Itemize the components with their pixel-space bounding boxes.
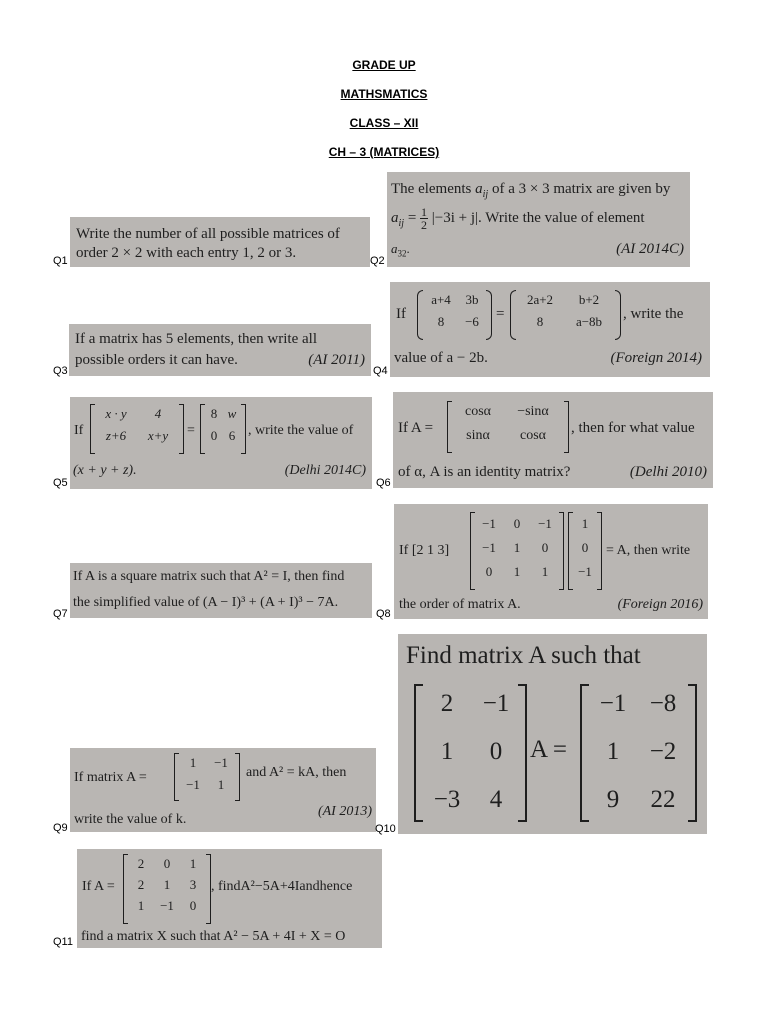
q2-fraction — [420, 206, 428, 231]
q10-clip — [398, 634, 707, 834]
q4-source: (Foreign 2014) — [610, 350, 702, 366]
q7-line2: the simplified value of (A − I)³ + (A + I)³ − 7A. — [73, 595, 339, 610]
q5-m2-right-bracket — [241, 404, 246, 454]
q2-clip — [387, 172, 690, 267]
q2-line1 — [391, 181, 670, 200]
q11-m1-cell: 2 — [137, 877, 145, 892]
chapter-title: CH – 3 (MATRICES) — [328, 145, 440, 159]
q9-label: Q9 — [53, 822, 68, 834]
q8-m1-cell: −1 — [538, 516, 552, 531]
q11-clip — [77, 849, 382, 948]
q4-tail: , write the — [623, 306, 684, 322]
q9-m1-cell: 1 — [217, 777, 225, 792]
q6-m1-left-bracket — [447, 401, 452, 453]
q7-label: Q7 — [53, 608, 68, 620]
q2-line1-a: The elements — [391, 181, 476, 197]
q5-eq: = — [187, 423, 195, 438]
q5-source: (Delhi 2014C) — [284, 463, 366, 478]
q2-frac-num: 1 — [421, 205, 428, 219]
q4-m2-cell: 2a+2 — [526, 292, 554, 307]
q3-source: (AI 2011) — [308, 352, 365, 368]
q2-elem-sub: 32 — [397, 248, 407, 259]
q1-clip — [70, 217, 370, 267]
q8-label: Q8 — [376, 608, 391, 620]
q3-line1: If a matrix has 5 elements, then write all — [75, 331, 317, 347]
q8-m2-cell: 0 — [581, 540, 589, 555]
q6-m1-cell: sinα — [466, 428, 490, 443]
q4-m1-cell: a+4 — [431, 292, 451, 307]
q5-m1-cell: x · y — [105, 406, 127, 421]
q4-m2-cell: 8 — [536, 314, 544, 329]
q10-m2-cell: 9 — [606, 786, 620, 813]
q9-m1-cell: −1 — [214, 755, 228, 770]
q10-mid: A = — [530, 736, 568, 763]
q9-m1-cell: 1 — [189, 755, 197, 770]
q5-tail: , write the value of — [248, 423, 354, 438]
q6-m1-cell: −sinα — [517, 404, 549, 419]
doc-title: GRADE UP — [352, 58, 416, 72]
q11-m1-cell: 3 — [189, 877, 197, 892]
q11-m1-cell: 1 — [163, 877, 171, 892]
q10-matrix2 — [589, 690, 689, 814]
q10-m2-cell: −2 — [649, 738, 677, 765]
q6-line2: of α, A is an identity matrix? — [398, 464, 571, 480]
q6-m1-cell: cosα — [465, 404, 491, 419]
q2-aij-sub: ij — [482, 189, 489, 200]
q9-if: If matrix A = — [74, 770, 147, 785]
q2-line1-b: of a 3 × 3 matrix are given by — [488, 181, 671, 197]
q10-m2-cell: 1 — [606, 738, 620, 765]
q8-m1-cell: −1 — [482, 540, 496, 555]
q2-line3 — [391, 241, 410, 259]
q8-m1-cell: 0 — [513, 516, 521, 531]
q8-line2: the order of matrix A. — [399, 597, 521, 612]
q7-clip — [70, 563, 372, 618]
q2-source: (AI 2014C) — [616, 241, 684, 257]
q5-m2-cell: 8 — [210, 406, 218, 421]
q2-frac-den: 2 — [421, 218, 428, 232]
q3-clip — [69, 324, 371, 376]
q6-if: If A = — [398, 420, 434, 436]
q10-m1-cell: −3 — [433, 786, 461, 813]
q8-m1-cell: 0 — [541, 540, 549, 555]
q5-matrix1 — [95, 406, 179, 444]
class-title: CLASS – XII — [349, 116, 419, 130]
q6-m1-right-bracket — [564, 401, 569, 453]
q5-m1-cell: x+y — [147, 428, 169, 443]
q8-if: If [2 1 3] — [399, 543, 450, 558]
q2-formula-rest: |−3i + j|. Write the value of element — [431, 209, 645, 226]
q10-m2-cell: 22 — [650, 786, 676, 813]
q10-m2-cell: −8 — [649, 690, 677, 717]
q1-line1: Write the number of all possible matrices of — [76, 226, 340, 242]
q6-clip — [393, 392, 713, 488]
q9-source: (AI 2013) — [317, 804, 372, 819]
q8-m2-cell: 1 — [581, 516, 589, 531]
q4-m1-right-paren — [486, 290, 492, 340]
q4-eq: = — [496, 306, 505, 322]
q2-formula-eq: = — [407, 209, 417, 226]
q11-m1-cell: 0 — [163, 856, 171, 871]
q2-formula-sub: ij — [398, 217, 405, 229]
q8-matrix2 — [573, 516, 597, 580]
q10-m1-cell: 2 — [440, 690, 454, 717]
q5-line2: (x + y + z). — [73, 463, 137, 478]
q6-matrix — [453, 404, 563, 444]
q10-m1-cell: −1 — [482, 690, 510, 717]
q4-m2-cell: b+2 — [578, 292, 600, 307]
q4-m1-cell: 3b — [465, 292, 479, 307]
q2-line2 — [391, 206, 645, 231]
q9-tail: and A² = kA, then — [246, 765, 347, 780]
q6-source: (Delhi 2010) — [629, 464, 707, 480]
q10-m2-right-bracket — [688, 684, 697, 822]
subject-title: MATHSMATICS — [340, 87, 428, 101]
q4-label: Q4 — [373, 365, 388, 377]
q10-line1: Find matrix A such that — [406, 642, 641, 669]
q10-matrix1 — [423, 690, 521, 814]
q2-elem: a — [391, 241, 398, 256]
q1-line2: order 2 × 2 with each entry 1, 2 or 3. — [76, 245, 297, 261]
q6-tail: , then for what value — [571, 420, 695, 436]
q6-label: Q6 — [376, 477, 391, 489]
q5-matrix2 — [205, 406, 241, 444]
q10-m1-cell: 0 — [489, 738, 503, 765]
q11-label: Q11 — [53, 936, 73, 948]
q11-m1-cell: −1 — [160, 898, 174, 913]
q3-line2: possible orders it can have. — [75, 352, 238, 368]
q4-m2-right-paren — [615, 290, 621, 340]
q11-m1-cell: 1 — [189, 856, 197, 871]
q4-matrix2 — [516, 292, 614, 330]
q5-clip — [70, 397, 372, 489]
q9-m1-cell: −1 — [186, 777, 200, 792]
q8-clip — [394, 504, 708, 619]
q5-if: If — [74, 423, 84, 438]
q8-m2-cell: −1 — [578, 564, 592, 579]
q5-label: Q5 — [53, 477, 68, 489]
q4-line2: value of a − 2b. — [394, 350, 488, 366]
q11-tail: , findA²−5A+4Iandhence — [211, 879, 353, 894]
q10-m1-right-bracket — [518, 684, 527, 822]
q10-m1-cell: 4 — [489, 786, 503, 813]
q5-m1-cell: 4 — [154, 406, 162, 421]
q10-m2-cell: −1 — [599, 690, 627, 717]
q1-label: Q1 — [53, 255, 68, 267]
q4-m2-cell: a−8b — [575, 314, 603, 329]
q8-matrix1 — [475, 516, 559, 580]
q4-if: If — [396, 306, 406, 322]
q11-line2: find a matrix X such that A² − 5A + 4I + X = O — [81, 929, 346, 944]
q11-m1-cell: 0 — [189, 898, 197, 913]
q9-matrix — [179, 755, 235, 793]
q7-line1: If A is a square matrix such that A² = I, then find — [73, 569, 345, 584]
q10-m1-left-bracket — [414, 684, 423, 822]
q4-m1-cell: −6 — [465, 314, 479, 329]
q10-m1-cell: 1 — [440, 738, 454, 765]
q6-m1-cell: cosα — [520, 428, 546, 443]
q11-m1-cell: 1 — [137, 898, 145, 913]
q10-m2-left-bracket — [580, 684, 589, 822]
q8-m1-cell: 1 — [541, 564, 549, 579]
q9-line2: write the value of k. — [74, 812, 187, 827]
q5-m2-cell: w — [227, 406, 237, 421]
q5-m1-cell: z+6 — [105, 428, 127, 443]
q4-m1-cell: 8 — [437, 314, 445, 329]
q5-m2-cell: 6 — [228, 428, 236, 443]
q8-m1-cell: 1 — [513, 540, 521, 555]
q2-formula-lhs: a — [391, 209, 399, 226]
q2-label: Q2 — [370, 255, 385, 267]
q8-m2-right-bracket — [597, 512, 602, 590]
q8-tail: = A, then write — [606, 543, 691, 558]
q10-label: Q10 — [375, 823, 396, 835]
q5-m1-right-bracket — [179, 404, 184, 454]
q8-m1-cell: 1 — [513, 564, 521, 579]
q8-source: (Foreign 2016) — [617, 597, 703, 612]
q2-elem-dot: . — [406, 241, 410, 256]
q5-m2-cell: 0 — [210, 428, 218, 443]
q8-m1-cell: −1 — [482, 516, 496, 531]
q4-matrix1 — [423, 292, 485, 330]
q4-clip — [390, 282, 710, 377]
q2-aij: a — [475, 181, 483, 197]
q9-m1-right-bracket — [235, 753, 240, 801]
q8-m1-right-bracket — [559, 512, 564, 590]
q3-label: Q3 — [53, 365, 68, 377]
q8-m1-cell: 0 — [485, 564, 493, 579]
q11-m1-cell: 2 — [137, 856, 145, 871]
q11-if: If A = — [82, 879, 115, 894]
q9-clip — [70, 748, 376, 832]
q11-matrix — [128, 856, 206, 914]
